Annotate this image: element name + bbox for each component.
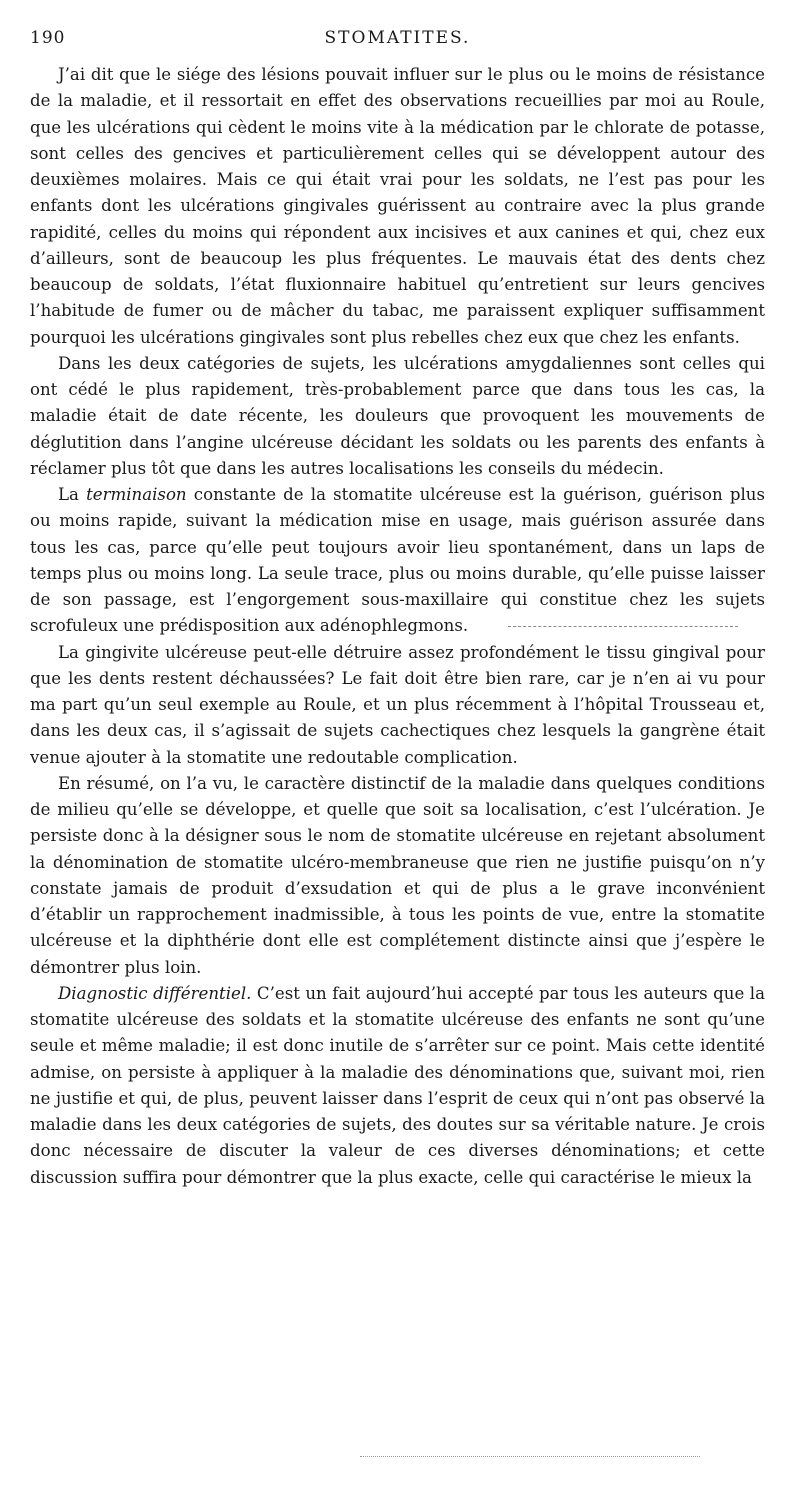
book-page: [30, 28, 765, 1191]
bottom-scan-marks: [360, 1456, 700, 1457]
paragraph-lesion-site: [30, 62, 765, 351]
paragraph-lead-prefix: La: [58, 485, 87, 504]
paragraph-text: Dans les deux catégories de sujets, les ulcérations amygdaliennes sont celles qui ont cédé le plus rapidement, très-probablement parce que dans tous les cas, la maladie était de date récente, les douleurs que provoquent les mouvements de déglutition dans l’angine ulcéreuse décidant les soldats ou les parents des enfants à réclamer plus tôt que dans les autres localisations les conseils du médecin.: [30, 353, 765, 478]
paragraph-diagnostic: [30, 981, 765, 1191]
paragraph-text: constante de la stomatite ulcéreuse est la guérison, guérison plus ou moins rapide, suivant la médication mise en usage, mais guérison assurée dans tous les cas, parce qu’elle peut toujours avoir lieu spontanément, dans un laps de temps plus ou moins long. La seule trace, plus ou moins durable, qu’elle puisse laisser de son passage, est l’engorgement sous-maxillaire qui constitue chez les sujets scrofuleux une prédisposition aux adénophlegmons.: [30, 485, 765, 636]
paragraph-lead-italic: terminaison: [86, 485, 187, 504]
paragraph-text: La gingivite ulcéreuse peut-elle détruire assez profondément le tissu gingival pour que les dents restent déchaussées? Le fait doit être bien rare, car je n’en ai vu pour ma part qu’un seul exemple au Roule, et un plus récemment à l’hôpital Trousseau et, dans les deux cas, il s’agissait de sujets cachectiques chez lesquels la gangrène était venue ajouter à la stomatite une redoutable complication.: [30, 642, 765, 767]
running-head: [30, 28, 765, 58]
dashed-rule: [508, 626, 738, 627]
paragraph-amygdalian-ulcers: [30, 351, 765, 482]
paragraph-lead-italic: Diagnostic différentiel.: [58, 983, 252, 1003]
paragraph-text: En résumé, on l’a vu, le caractère distinctif de la maladie dans quelques conditions de milieu qu’elle se développe, et quelle que soit sa localisation, c’est l’ulcération. Je persiste donc à la désigner sous le nom de stomatite ulcéreuse en rejetant absolument la dénomination de stomatite ulcéro-membraneuse que rien ne justifie puisqu’on n’y constate jamais de produit d’exsudation et qui de plus a le grave inconvénient d’établir un rapprochement inadmissible, à tous les points de vue, entre la stomatite ulcéreuse et la diphthérie dont elle est complétement distincte ainsi que j’espère le démontrer plus loin.: [30, 773, 765, 977]
body-text: [30, 62, 765, 1191]
running-title: STOMATITES.: [324, 28, 471, 48]
paragraph-gingivite: [30, 640, 765, 771]
paragraph-terminaison: [30, 482, 765, 640]
paragraph-resume: [30, 771, 765, 981]
paragraph-text: C’est un fait aujourd’hui accepté par tous les auteurs que la stomatite ulcéreuse des soldats et la stomatite ulcéreuse des enfants ne sont qu’une seule et même maladie; il est donc inutile de s’arrêter sur ce point. Mais cette identité admise, on persiste à appliquer à la maladie des dénominations que, suivant moi, rien ne justifie et qui, de plus, peuvent laisser dans l’esprit de ceux qui n’ont pas observé la maladie dans les deux catégories de sujets, des doutes sur sa véritable nature. Je crois donc nécessaire de discuter la valeur de ces diverses dénominations; et cette discussion suffira pour démontrer que la plus exacte, celle qui caractérise le mieux la: [30, 983, 765, 1187]
page-number: 190: [30, 28, 66, 48]
paragraph-text: J’ai dit que le siége des lésions pouvait influer sur le plus ou le moins de résistance de la maladie, et il ressortait en effet des observations recueillies par moi au Roule, que les ulcérations qui cèdent le moins vite à la médication par le chlorate de potasse, sont celles des gencives et particulièrement celles qui se développent autour des deuxièmes molaires. Mais ce qui était vrai pour les soldats, ne l’est pas pour les enfants dont les ulcérations gingivales guérissent au contraire avec la plus grande rapidité, celles du moins qui répondent aux incisives et aux canines et qui, chez eux d’ailleurs, sont de beaucoup les plus fréquentes. Le mauvais état des dents chez beaucoup de soldats, l’état fluxionnaire habituel qu’entretient sur leurs gencives l’habitude de fumer ou de mâcher du tabac, me paraissent expliquer suffisamment pourquoi les ulcérations gingivales sont plus rebelles chez eux que chez les enfants.: [30, 65, 765, 347]
